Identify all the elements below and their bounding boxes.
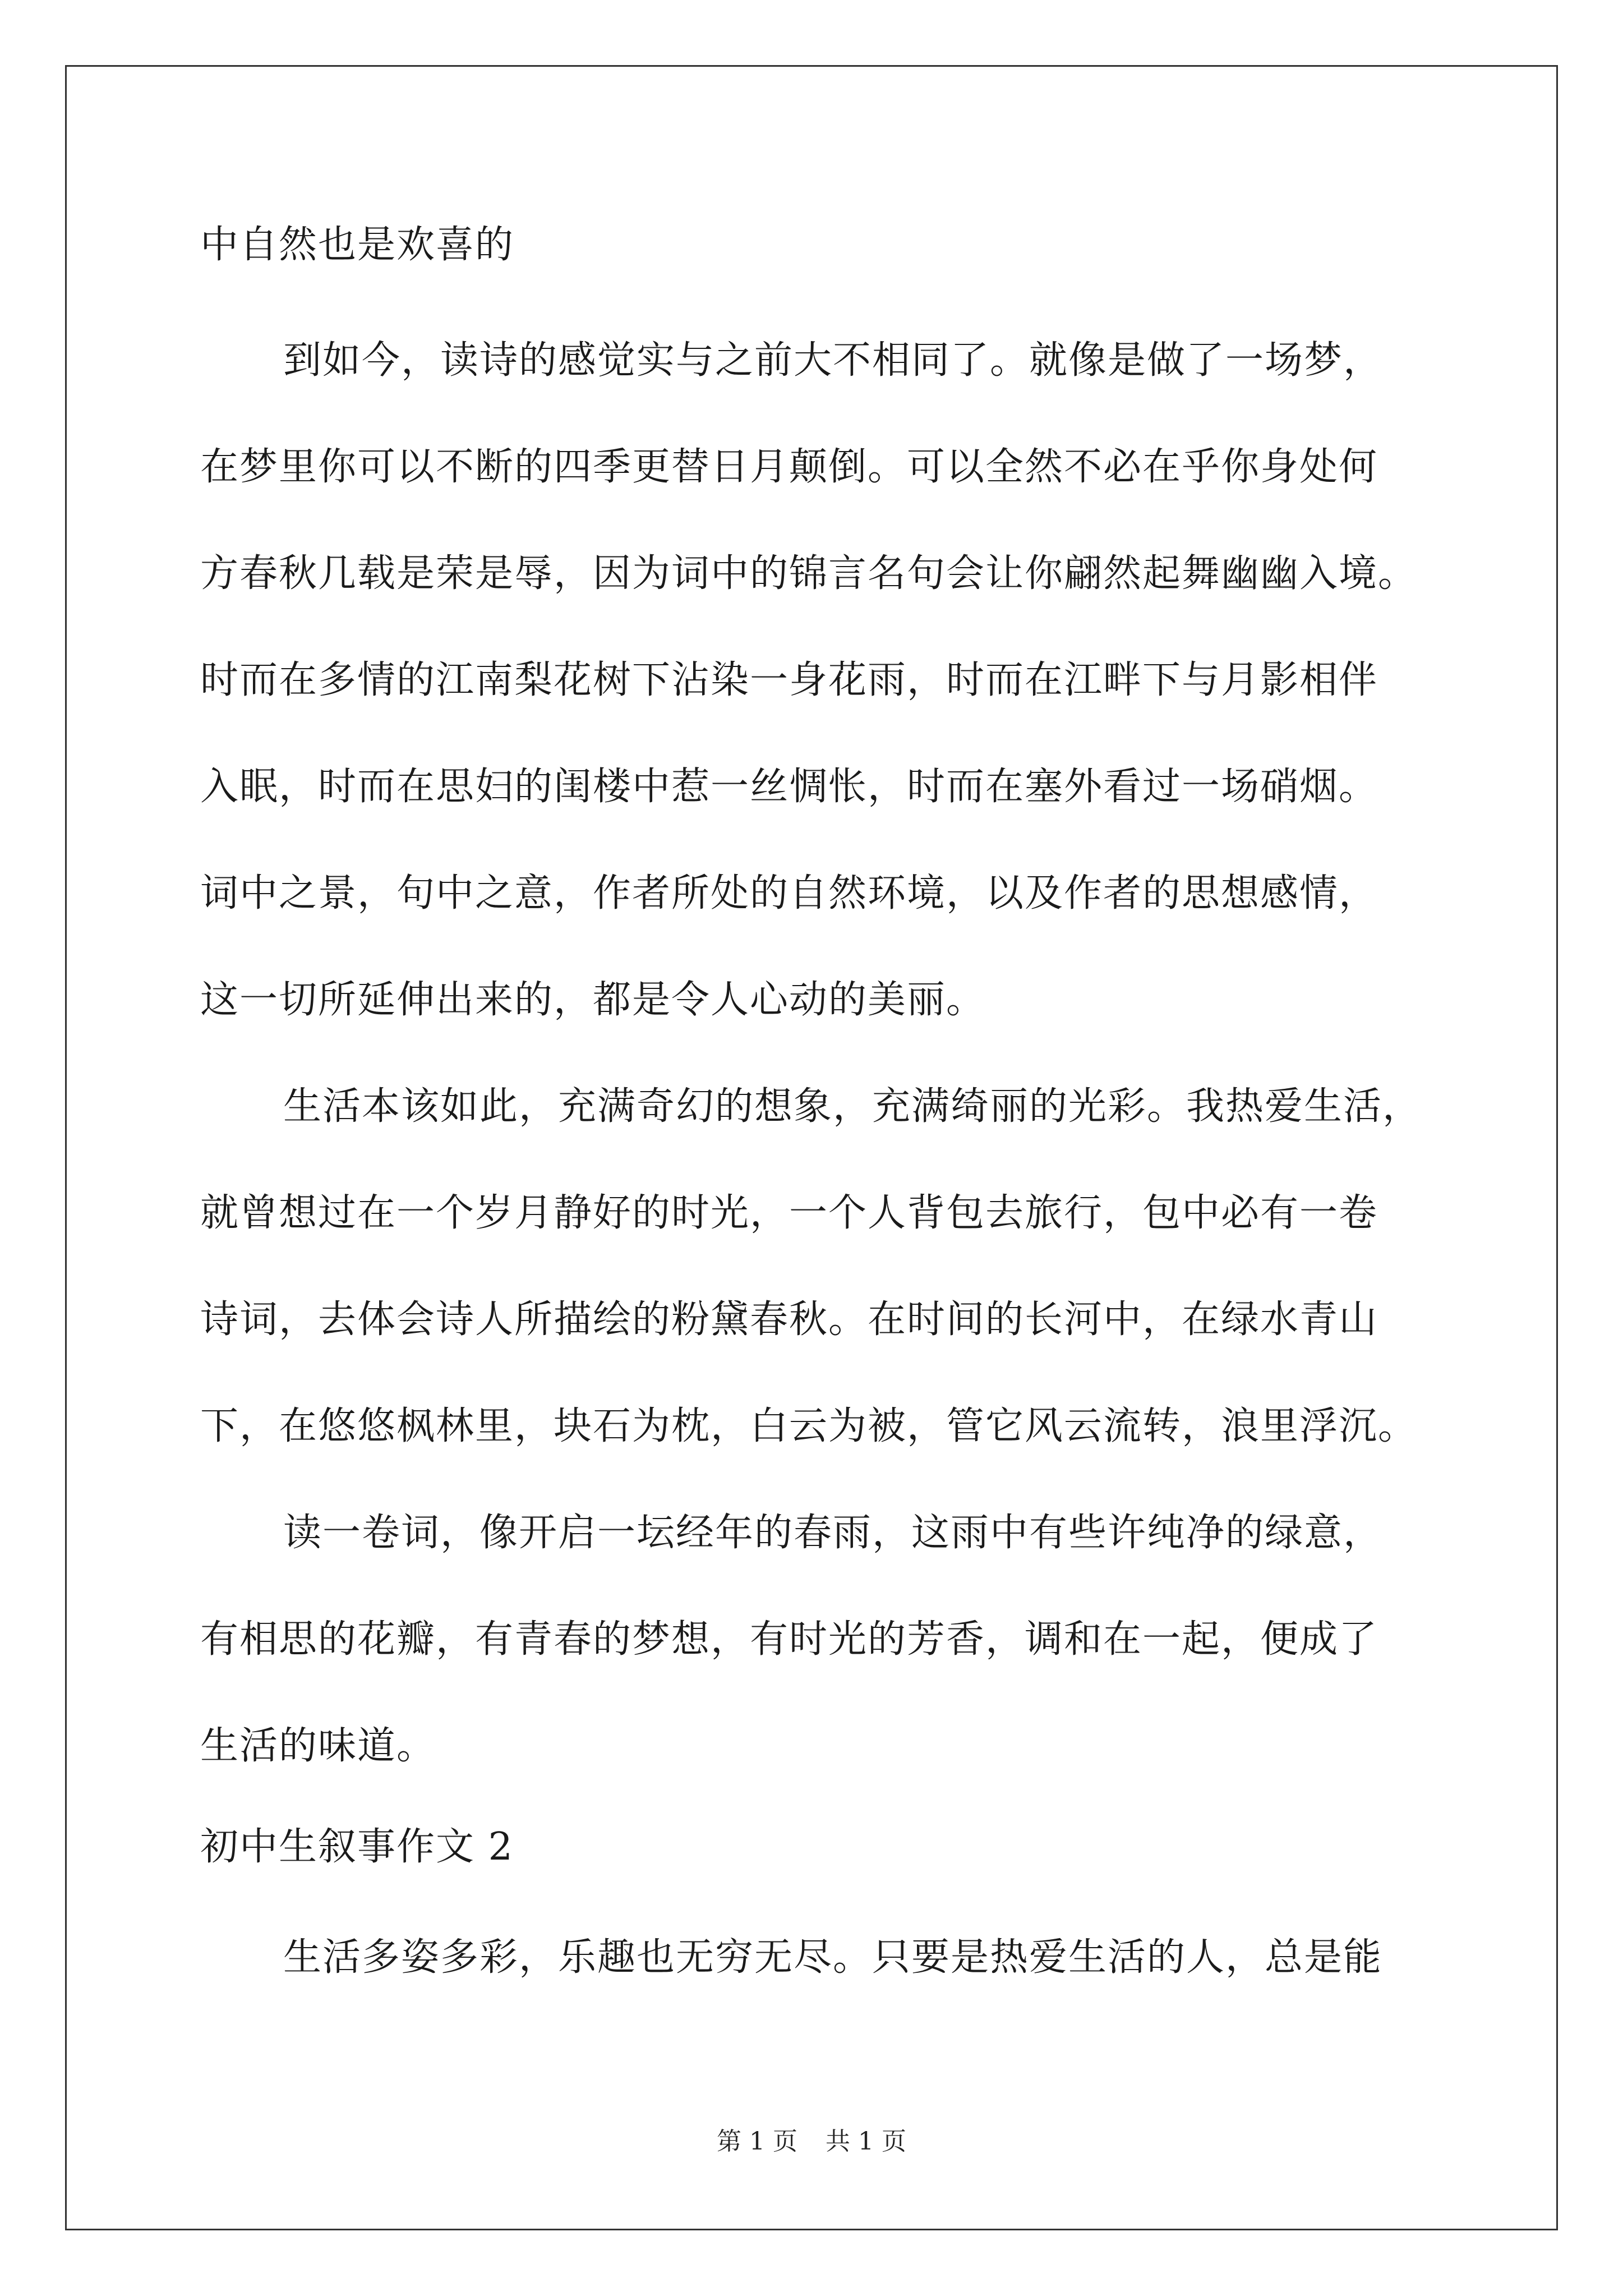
page-footer bbox=[0, 2126, 1623, 2157]
text-line: 这一切所延伸出来的，都是令人心动的美丽。 bbox=[200, 978, 986, 1022]
page-number-total: 共 1 页 bbox=[826, 2127, 906, 2156]
page-number-current: 第 1 页 bbox=[717, 2127, 797, 2156]
text-line: 在梦里你可以不断的四季更替日月颠倒。可以全然不必在乎你身处何 bbox=[200, 445, 1378, 489]
text-line: 诗词，去体会诗人所描绘的粉黛春秋。在时间的长河中，在绿水青山 bbox=[200, 1297, 1378, 1342]
text-line: 词中之景，句中之意，作者所处的自然环境，以及作者的思想感情， bbox=[200, 871, 1378, 915]
text-line: 就曾想过在一个岁月静好的时光，一个人背包去旅行，包中必有一卷 bbox=[200, 1191, 1378, 1235]
text-line: 下，在悠悠枫林里，块石为枕，白云为被，管它风云流转，浪里浮沉。 bbox=[200, 1404, 1418, 1448]
page-frame bbox=[65, 65, 1558, 2230]
text-line: 中自然也是欢喜的 bbox=[200, 223, 515, 267]
paragraph-first-line: 生活多姿多彩，乐趣也无穷无尽。只要是热爱生活的人，总是能 bbox=[283, 1935, 1383, 1980]
text-line: 方春秋几载是荣是辱，因为词中的锦言名句会让你翩然起舞幽幽入境。 bbox=[200, 551, 1418, 596]
text-line: 有相思的花瓣，有青春的梦想，有时光的芳香，调和在一起，便成了 bbox=[200, 1617, 1378, 1662]
text-line: 生活的味道。 bbox=[200, 1724, 436, 1768]
section-heading: 初中生叙事作文 2 bbox=[200, 1825, 514, 1869]
paragraph-first-line: 读一卷词，像开启一坛经年的春雨，这雨中有些许纯净的绿意， bbox=[283, 1511, 1383, 1555]
text-line: 入眠，时而在思妇的闺楼中惹一丝惆怅，时而在塞外看过一场硝烟。 bbox=[200, 765, 1378, 809]
text-line: 时而在多情的江南梨花树下沾染一身花雨，时而在江畔下与月影相伴 bbox=[200, 658, 1378, 702]
paragraph-first-line: 生活本该如此，充满奇幻的想象，充满绮丽的光彩。我热爱生活， bbox=[283, 1084, 1422, 1129]
paragraph-first-line: 到如今，读诗的感觉实与之前大不相同了。就像是做了一场梦， bbox=[283, 338, 1383, 383]
